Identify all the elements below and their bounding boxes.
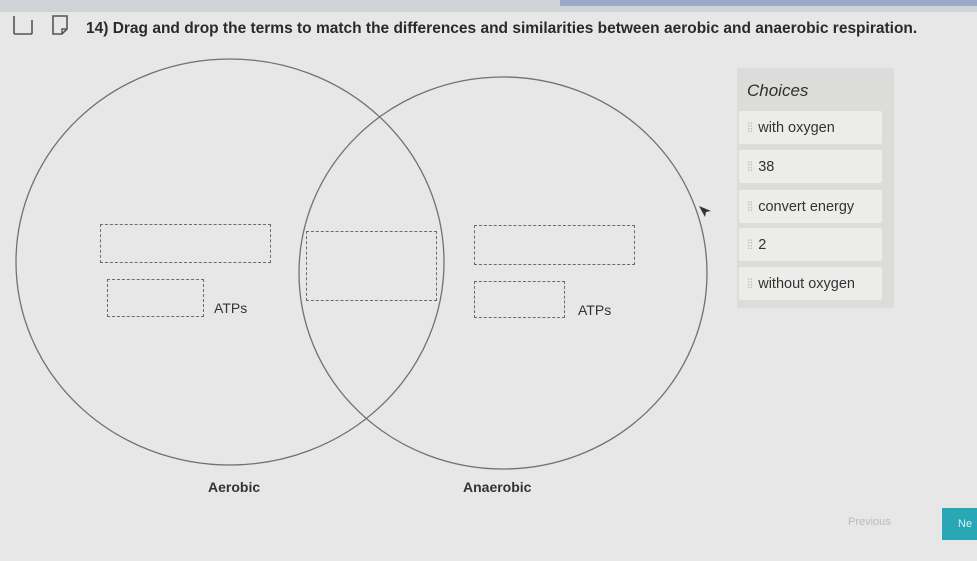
choices-title: Choices bbox=[747, 81, 809, 100]
drop-target-anaerobic-atp[interactable] bbox=[474, 281, 565, 318]
anaerobic-atps-label: ATPs bbox=[578, 302, 612, 318]
choice-with-oxygen[interactable] bbox=[739, 111, 882, 144]
choice-label: without oxygen bbox=[758, 275, 855, 292]
aerobic-atps-label: ATPs bbox=[214, 300, 248, 316]
drop-target-aerobic-atp[interactable] bbox=[107, 279, 204, 317]
next-button[interactable]: Ne bbox=[942, 508, 977, 540]
drag-grip-icon: ⁞⁞ bbox=[747, 237, 753, 252]
drag-grip-icon: ⁞⁞ bbox=[747, 276, 753, 291]
question-text: 14) Drag and drop the terms to match the differences and similarities between aerobic and anaerobic respiration. bbox=[86, 20, 918, 37]
aerobic-label: Aerobic bbox=[208, 479, 261, 495]
previous-button[interactable]: Previous bbox=[848, 516, 891, 528]
mouse-cursor-icon bbox=[697, 204, 713, 220]
drag-grip-icon: ⁞⁞ bbox=[747, 199, 753, 214]
drop-target-aerobic-condition[interactable] bbox=[100, 224, 271, 263]
choice-label: convert energy bbox=[758, 198, 855, 215]
choice-2[interactable] bbox=[739, 228, 882, 261]
choice-label: 38 bbox=[758, 158, 775, 175]
choice-label: with oxygen bbox=[758, 119, 835, 136]
drop-target-shared[interactable] bbox=[306, 231, 437, 301]
drop-target-anaerobic-condition[interactable] bbox=[474, 225, 635, 265]
choice-label: 2 bbox=[758, 236, 767, 253]
choice-38[interactable] bbox=[739, 150, 882, 183]
drag-grip-icon: ⁞⁞ bbox=[747, 120, 753, 135]
choice-without-oxygen[interactable] bbox=[739, 267, 882, 300]
drag-grip-icon: ⁞⁞ bbox=[747, 159, 753, 174]
choice-convert-energy[interactable] bbox=[739, 190, 882, 223]
anaerobic-label: Anaerobic bbox=[463, 479, 532, 495]
